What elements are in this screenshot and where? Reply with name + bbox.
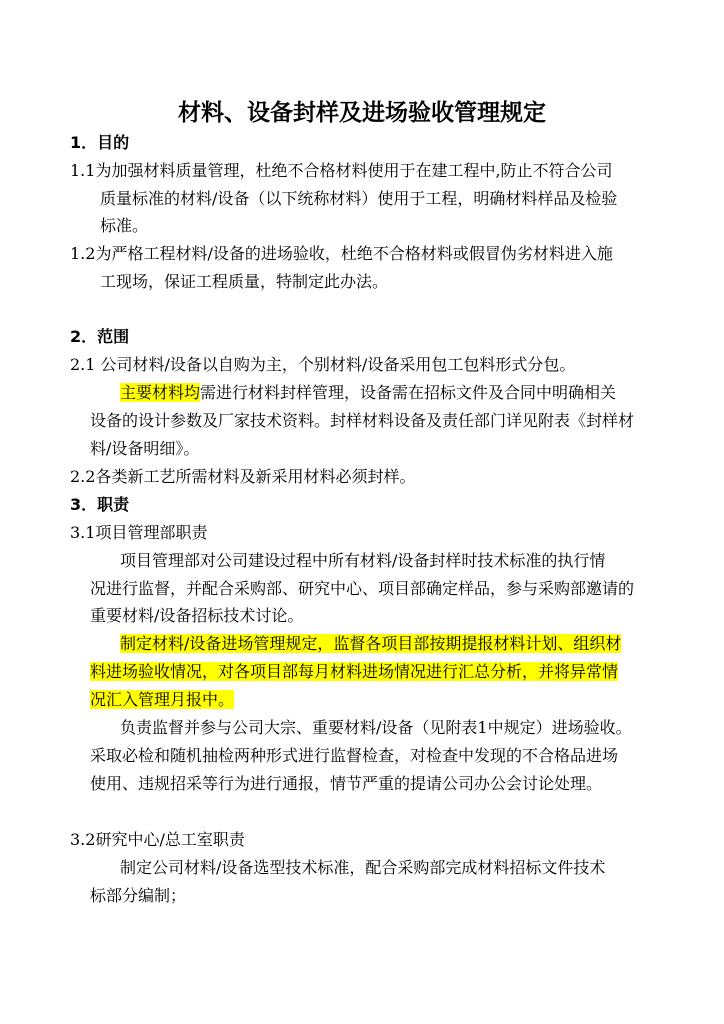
para-3-1-b-line-3 (90, 689, 234, 711)
para-2-1-b-line-3: 料/设备明细》。 (90, 439, 200, 458)
para-3-2-line-2: 标部分编制； (90, 886, 187, 905)
para-3-1-b-line-2 (90, 661, 618, 683)
para-3-1-a-line-1: 项目管理部对公司建设过程中所有材料/设备封样时技术标准的执行情 (120, 551, 606, 570)
para-3-1-b-line-1 (120, 633, 621, 655)
subsection-3-1-heading: 3.1项目管理部职责 (70, 523, 208, 542)
para-2-1-b-line-2: 设备的设计参数及厂家技术资料。封样材料设备及责任部门详见附表《封样材 (90, 411, 635, 430)
para-1-2-line-2: 工现场，保证工程质量，特制定此办法。 (100, 272, 389, 291)
subsection-3-2-heading: 3.2研究中心/总工室职责 (70, 830, 245, 849)
section-3-heading: 3．职责 (70, 495, 130, 514)
highlight-text: 况汇入管理月报中。 (90, 690, 235, 709)
para-1-1-line-3: 标准。 (100, 216, 149, 235)
section-1-heading: 1．目的 (70, 133, 130, 152)
para-3-1-a-line-2: 况进行监督，并配合采购部、研究中心、项目部确定样品，参与采购部邀请的 (90, 579, 635, 598)
highlight-text: 制定材料/设备进场管理规定，监督各项目部按期提报材料计划、组织材 (120, 634, 622, 653)
para-3-1-a-line-3: 重要材料/设备招标技术讨论。 (90, 606, 304, 625)
para-3-1-c-line-2: 采取必检和随机抽检两种形式进行监督检查，对检查中发现的不合格品进场 (90, 746, 619, 765)
highlight-text: 料进场验收情况，对各项目部每月材料进场情况进行汇总分析，并将异常情 (90, 662, 619, 681)
para-3-2-line-1: 制定公司材料/设备选型技术标准，配合采购部完成材料招标文件技术 (120, 858, 606, 877)
para-3-1-c-line-1: 负责监督并参与公司大宗、重要材料/设备（见附表1中规定）进场验收。 (120, 718, 632, 737)
section-2-heading: 2．范围 (70, 327, 130, 346)
para-2-2: 2.2各类新工艺所需材料及新采用材料必须封样。 (70, 467, 416, 486)
para-2-1: 2.1 公司材料/设备以自购为主，个别材料/设备采用包工包料形式分包。 (70, 355, 576, 374)
para-1-1-line-1: 1.1为加强材料质量管理，杜绝不合格材料使用于在建工程中,防止不符合公司 (70, 161, 613, 180)
highlight-text: 主要材料均 (120, 383, 201, 402)
para-1-2-line-1: 1.2为严格工程材料/设备的进场验收，杜绝不合格材料或假冒伪劣材料进入施 (70, 244, 613, 263)
para-text: 需进行材料封样管理，设备需在招标文件及合同中明确相关 (200, 383, 617, 402)
para-1-1-line-2: 质量标准的材料/设备（以下统称材料）使用于工程，明确材料样品及检验 (100, 189, 618, 208)
para-2-1-b-line-1 (120, 382, 616, 404)
para-3-1-c-line-3: 使用、违规招采等行为进行通报，情节严重的提请公司办公会讨论处理。 (90, 774, 603, 793)
document-title: 材料、设备封样及进场验收管理规定 (178, 100, 546, 126)
